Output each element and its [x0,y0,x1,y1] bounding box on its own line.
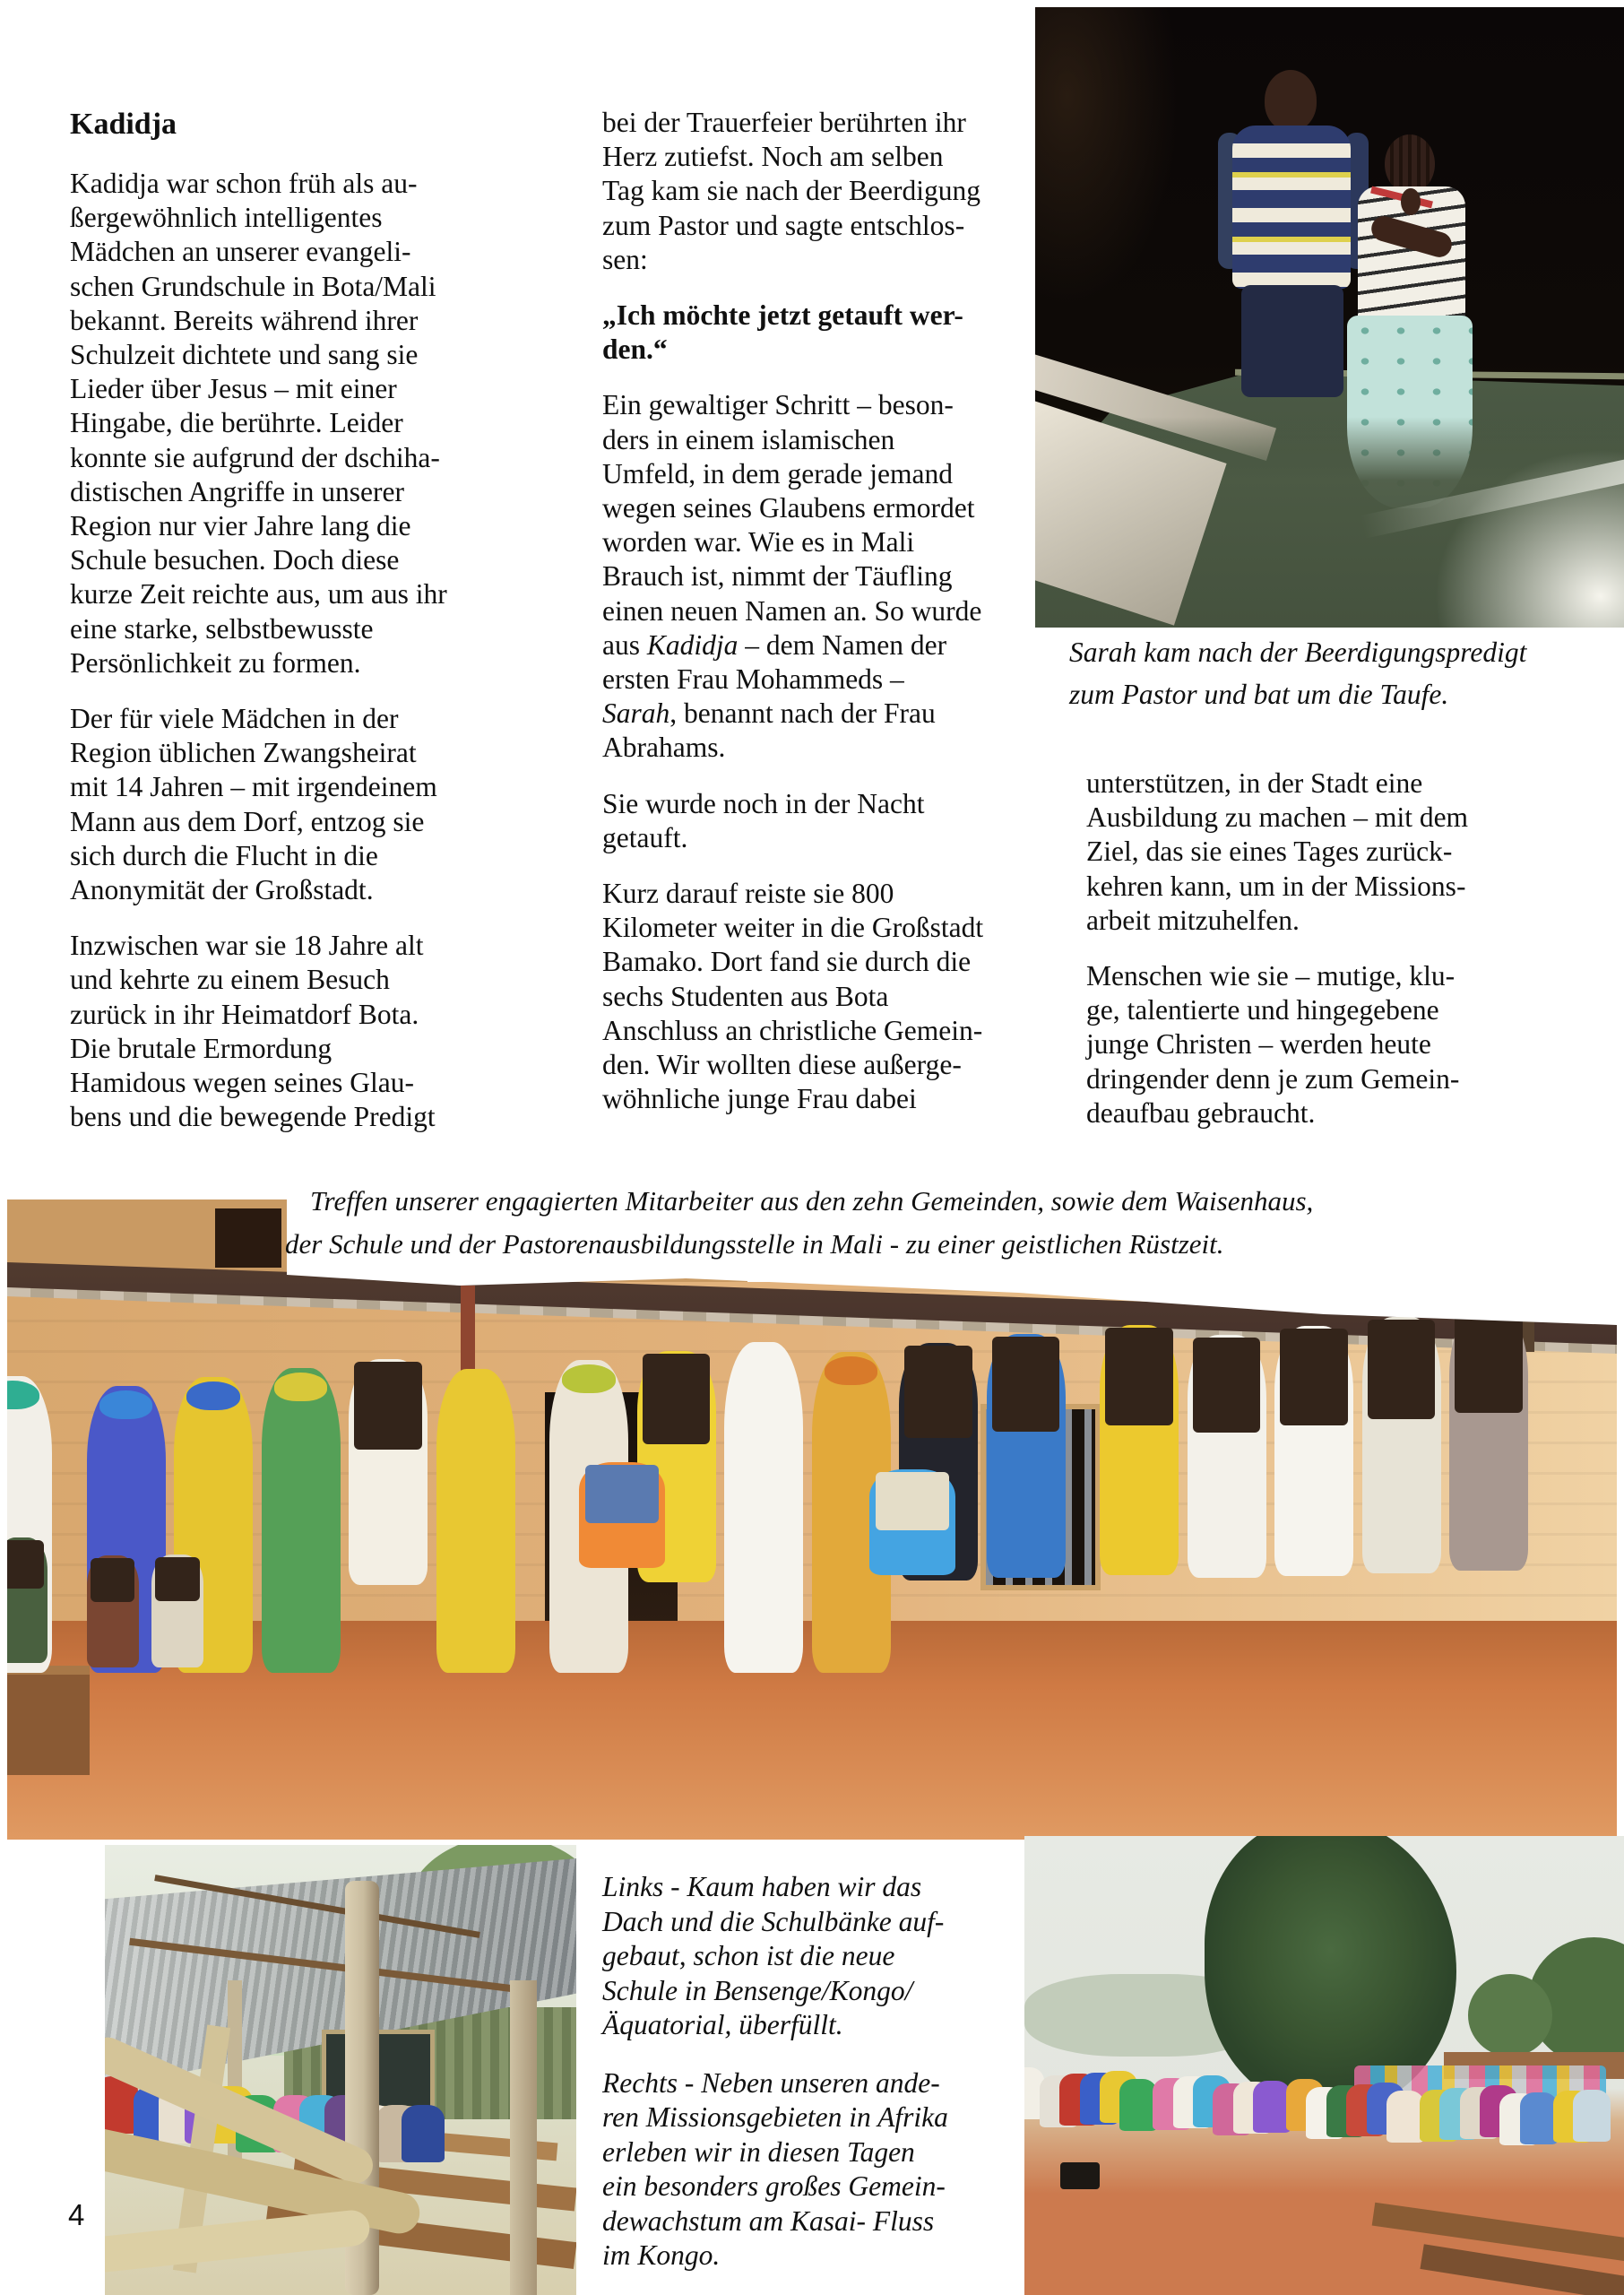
paragraph [70,702,529,907]
column-3-paragraphs [1086,766,1575,1130]
torso [262,1368,341,1673]
photo-kasai-crowd [1024,1836,1624,2295]
text-line: Ziel, das sie eines Tages zurück- [1086,836,1453,868]
text-line: Sarah, benannt nach der Frau [602,697,936,730]
text-line: Sie wurde noch in der Nacht [602,787,925,819]
text-line: und kehrte zu einem Besuch [70,964,390,996]
text-line: den.“ [602,333,668,366]
text-line: Abrahams. [602,732,726,764]
torso [1253,2081,1291,2133]
text-line: kurze Zeit reichte aus, um aus ihr [70,578,447,611]
crowd-speaker-box [1060,2162,1100,2189]
text-line: getauft. [602,821,688,853]
legs [1455,1311,1523,1413]
paragraph [602,1870,1024,2043]
text-line: Hamidous wegen seines Glau- [70,1067,415,1099]
text-line: Der für viele Mädchen in der [70,703,399,735]
text-line: „Ich möchte jetzt getauft wer- [602,299,963,332]
headwrap [449,1373,503,1402]
legs [643,1354,711,1444]
text-line: Brauch ist, nimmt der Täufling [602,560,953,593]
text-line: ein besonders großes Gemein- [602,2170,946,2202]
headwrap [99,1390,153,1419]
column-1 [70,106,529,1156]
text-line: zurück in ihr Heimatdorf Bota. [70,998,419,1030]
text-line: worden war. Wie es in Mali [602,526,915,559]
text-line: Ein gewaltiger Schritt – beson- [602,389,954,421]
text-line: Bamako. Dort fand sie durch die [602,946,972,978]
text-line: gebaut, schon ist die neue [602,1940,895,1971]
text-line: Treffen unserer engagierten Mitarbeiter aus den zehn Gemeinden, sowie dem Waisenhaus, [310,1185,1314,1217]
paragraph [602,299,1058,367]
legs [91,1558,135,1602]
column-2 [602,106,1058,1138]
text-line: ersten Frau Mohammeds – [602,663,904,696]
group-caption [285,1180,1313,1266]
text-line: deaufbau gebraucht. [1086,1096,1316,1129]
text-line: Hingabe, die berührte. Leider [70,407,403,439]
legs [876,1472,950,1530]
legs [7,1540,44,1589]
school-pole-right [510,1980,537,2295]
paragraph [602,106,1058,277]
text-line: sen: [602,243,648,275]
paragraph [70,929,529,1134]
torso [724,1342,803,1673]
text-line: zum Pastor und bat um die Taufe. [1069,679,1449,710]
sarah-head [1385,134,1435,194]
text-line: Tag kam sie nach der Beerdigung [602,175,981,207]
text-line: Lieder über Jesus – mit einer [70,373,397,405]
paragraph [602,787,1058,855]
torso [1386,2091,1424,2143]
photo-school-bensenge [105,1845,576,2295]
text-line: Umfeld, in dem gerade jemand [602,457,953,489]
torso [436,1369,515,1673]
headwrap [186,1381,240,1410]
text-line: ge, talentierte und hingegebene [1086,994,1439,1026]
torso [402,2105,445,2162]
text-line: mit 14 Jahren – mit irgendeinem [70,771,437,803]
text-line: dringender denn je zum Gemein- [1086,1062,1460,1095]
text-line: Kilometer weiter in die Großstadt [602,912,984,944]
legs [1368,1320,1436,1419]
text-line: junge Christen – werden heute [1086,1028,1431,1061]
article-heading: Kadidja [70,108,177,141]
text-line: Kurz darauf reiste sie 800 [602,878,894,910]
text-line: zum Pastor und sagte entschlos- [602,209,965,241]
text-line: unterstützen, in der Stadt eine [1086,767,1423,799]
text-line: konnte sie aufgrund der dschiha- [70,441,440,473]
text-line: wegen seines Glaubens ermordet [602,492,975,524]
paragraph [602,388,1058,765]
text-line: wöhnliche junge Frau dabei [602,1083,917,1115]
text-line: Schule in Bensenge/Kongo/ [602,1974,913,2006]
pastor-head [1265,70,1317,131]
pastor-striped-polo [1232,126,1351,289]
text-line: Rechts - Neben unseren ande- [602,2066,940,2099]
sarah-hand [1401,188,1421,215]
torso [1520,2092,1558,2144]
torso [1119,2079,1157,2131]
text-line: bei der Trauerfeier berührten ihr [602,107,966,138]
text-line: aus Kadidja – dem Namen der [602,628,947,661]
text-line: Ausbildung zu machen – mit dem [1086,801,1469,834]
text-line: Äquatorial, überfüllt. [602,2009,843,2040]
text-line: ßergewöhnlich intelligentes [70,202,383,234]
baptism-pastor-figure [1232,70,1358,446]
text-line: bekannt. Bereits während ihrer [70,304,419,336]
baptism-caption [1069,631,1526,715]
text-line: der Schule und der Pastorenausbildungsstelle in Mali - zu einer geistlichen Rüstzeit. [285,1228,1224,1260]
bottom-captions [602,1870,1024,2295]
text-line: Mann aus dem Dorf, entzog sie [70,805,425,837]
legs [992,1337,1060,1432]
legs [155,1557,200,1601]
legs [1193,1338,1261,1433]
headwrap [825,1356,878,1385]
text-line: Dach und die Schulbänke auf- [602,1905,945,1937]
column-3 [1086,766,1575,1152]
text-line: kehren kann, um in der Missions- [1086,870,1466,902]
paragraph [602,877,1058,1116]
text-line: Herz zutiefst. Noch am selben [602,141,944,173]
paragraph [70,167,529,680]
text-line: einen neuen Namen an. So wurde [602,594,982,627]
legs [585,1465,660,1523]
page-number: 4 [68,2198,85,2231]
text-line: Inzwischen war sie 18 Jahre alt [70,930,424,962]
legs [1105,1328,1173,1425]
legs [904,1346,972,1438]
column-1-paragraphs [70,167,529,1134]
photo-baptism-night [1035,7,1624,628]
text-line: schen Grundschule in Bota/Mali [70,270,436,302]
text-line: Schule besuchen. Doch diese [70,544,400,576]
text-line: Die brutale Ermordung [70,1032,333,1064]
paragraph [602,2066,1024,2273]
text-line: ren Missionsgebieten in Afrika [602,2101,948,2133]
text-line: sich durch die Flucht in die [70,839,378,871]
text-line: Mädchen an unserer evangeli- [70,236,411,268]
text-line: eine starke, selbstbewusste [70,612,374,645]
headwrap [562,1364,616,1393]
text-line: Schulzeit dichtete und sang sie [70,339,419,371]
text-line: Region üblichen Zwangsheirat [70,737,417,769]
photo-group-meeting [7,1199,1617,1840]
text-line: Anschluss an christliche Gemein- [602,1014,983,1046]
paragraph [1086,959,1575,1130]
pastor-shorts [1241,285,1343,397]
text-line: im Kongo. [602,2239,721,2271]
legs [354,1362,422,1450]
text-line: Menschen wie sie – mutige, klu- [1086,960,1456,992]
text-line: distischen Angriffe in unserer [70,475,404,507]
torso [1573,2090,1611,2142]
text-line: Sarah kam nach der Beerdigungspredigt [1069,637,1527,668]
text-line: Kadidja war schon früh als au- [70,168,418,199]
text-line: erleben wir in diesen Tagen [602,2135,915,2168]
text-line: Anonymität der Großstadt. [70,874,374,906]
text-line: bens und die bewegende Predigt [70,1101,436,1133]
text-line: den. Wir wollten diese außerge- [602,1049,962,1081]
column-2-paragraphs [602,106,1058,1116]
text-line: Links - Kaum haben wir das [602,1871,922,1902]
paragraph [1086,766,1575,938]
text-line: ders in einem islamischen [602,423,895,455]
text-line: sechs Studenten aus Bota [602,980,889,1012]
headwrap [274,1373,328,1401]
text-line: Persönlichkeit zu formen. [70,646,361,679]
text-line: dewachstum am Kasai- Fluss [602,2204,935,2237]
text-line: arbeit mitzuhelfen. [1086,904,1300,936]
legs [1280,1329,1348,1425]
text-line: Region nur vier Jahre lang die [70,510,411,542]
